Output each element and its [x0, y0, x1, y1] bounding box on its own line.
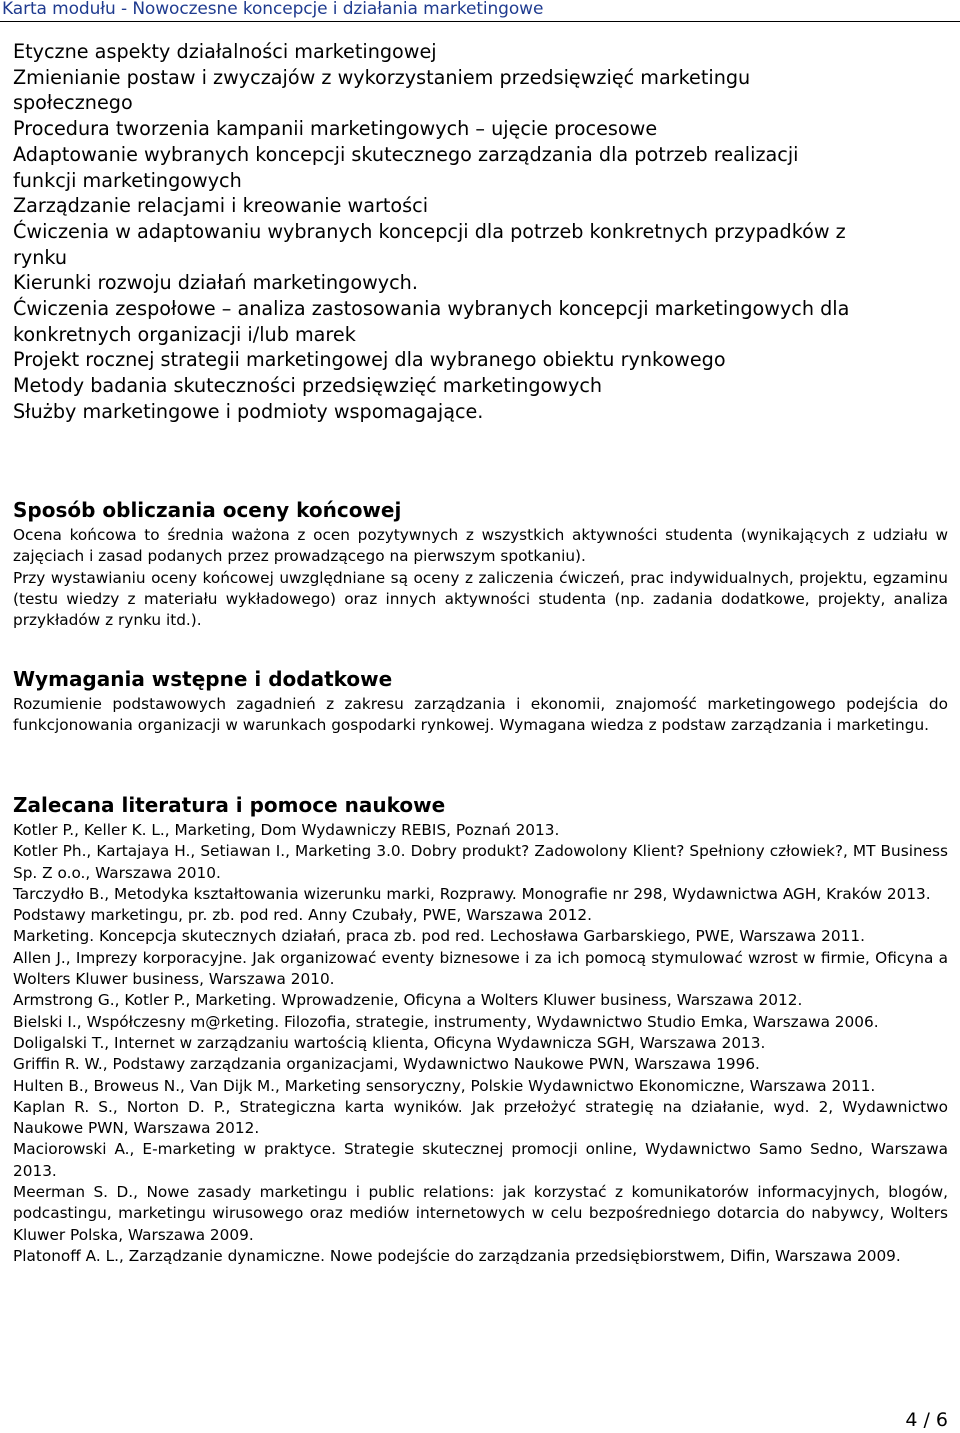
content-line: Metody badania skuteczności przedsięwzięć marketingowych — [13, 374, 603, 398]
content-line: Ćwiczenia w adaptowaniu wybranych koncepcji dla potrzeb konkretnych przypadków z — [13, 219, 846, 243]
content-line: funkcji marketingowych — [13, 168, 242, 192]
literature-entry: Tarczydło B., Metodyka kształtowania wizerunku marki, Rozprawy. Monografie nr 298, Wydawnictwa AGH, Kraków 2013. — [13, 884, 931, 903]
content-line: rynku — [13, 245, 68, 269]
literature-entry: Kotler Ph., Kartajaya H., Setiawan I., Marketing 3.0. Dobry produkt? Zadowolony Klient? Spełniony człowiek?, MT Business Sp. Z o.o., Warszawa 2010. — [13, 842, 948, 882]
content-line: Projekt rocznej strategii marketingowej dla wybranego obiektu rynkowego — [13, 348, 726, 372]
content-line: Procedura tworzenia kampanii marketingowych – ujęcie procesowe — [13, 117, 658, 141]
page-header — [0, 0, 960, 22]
module-content-list — [13, 39, 948, 425]
literature-entry: Kaplan R. S., Norton D. P., Strategiczna karta wyników. Jak przełożyć strategię na działanie, wyd. 2, Wydawnictwo Naukowe PWN, Warszawa 2012. — [13, 1097, 948, 1138]
literature-entry: Allen J., Imprezy korporacyjne. Jak organizować eventy biznesowe i za ich pomocą stymulować wzrost w firmie, Oficyna a Wolters Kluwer business, Warszawa 2010. — [13, 948, 948, 989]
literature-section — [13, 793, 948, 1267]
literature-entry: Platonoff A. L., Zarządzanie dynamiczne. Nowe podejście do zarządzania przedsiębiorstwem, Difin, Warszawa 2009. — [13, 1246, 901, 1265]
page-number: 4 / 6 — [905, 1409, 948, 1431]
literature-entry: Marketing. Koncepcja skutecznych działań, praca zb. pod red. Lechosława Garbarskiego, PWE, Warszawa 2011. — [13, 927, 865, 946]
requirements-section — [13, 667, 948, 737]
literature-entry: Maciorowski A., E-marketing w praktyce. Strategie skutecznej promocji online, Wydawnictwo Samo Sedno, Warszawa 2013. — [13, 1140, 948, 1180]
grading-paragraph: Przy wystawianiu oceny końcowej uwzględniane są oceny z zaliczenia ćwiczeń, prac indywidualnych, projektu, egzaminu (testu wiedzy z materiału wykładowego) oraz innych aktywności studenta (np. zadania dodatkowe, projekty, analiza przykładów z rynku itd.). — [13, 568, 948, 630]
content-line: Zarządzanie relacjami i kreowanie wartości — [13, 194, 429, 218]
content-line: Służby marketingowe i podmioty wspomagające. — [13, 399, 484, 423]
literature-entry: Hulten B., Broweus N., Van Dijk M., Marketing sensoryczny, Polskie Wydawnictwo Ekonomiczne, Warszawa 2011. — [13, 1076, 876, 1095]
literature-title: Zalecana literatura i pomoce naukowe — [13, 793, 446, 817]
literature-entry: Doligalski T., Internet w zarządzaniu wartością klienta, Oficyna Wydawnicza SGH, Warszawa 2013. — [13, 1033, 766, 1052]
grading-paragraph: Ocena końcowa to średnia ważona z ocen pozytywnych z wszystkich aktywności studenta (wynikających z udziału w zajęciach i zasad podanych przez prowadzącego na pierwszym spotkaniu). — [13, 526, 948, 566]
content-line: Zmienianie postaw i zwyczajów z wykorzystaniem przedsięwzięć marketingu — [13, 65, 751, 89]
requirements-text: Rozumienie podstawowych zagadnień z zakresu zarządzania i ekonomii, znajomość marketingowego podejścia do funkcjonowania organizacji w warunkach gospodarki rynkowej. Wymagana wiedza z podstaw zarządzania i marketingu. — [13, 695, 948, 735]
content-line: konkretnych organizacji i/lub marek — [13, 322, 356, 346]
literature-entry: Kotler P., Keller K. L., Marketing, Dom Wydawniczy REBIS, Poznań 2013. — [13, 821, 560, 839]
page-header-title: Karta modułu - Nowoczesne koncepcje i działania marketingowe — [2, 0, 544, 19]
literature-entry: Griffin R. W., Podstawy zarządzania organizacjami, Wydawnictwo Naukowe PWN, Warszawa 1996. — [13, 1055, 760, 1074]
requirements-title: Wymagania wstępne i dodatkowe — [13, 667, 393, 691]
content-line: społecznego — [13, 91, 133, 115]
content-line: Adaptowanie wybranych koncepcji skutecznego zarządzania dla potrzeb realizacji — [13, 142, 799, 166]
literature-entry: Podstawy marketingu, pr. zb. pod red. Anny Czubały, PWE, Warszawa 2012. — [13, 906, 592, 925]
literature-entry: Meerman S. D., Nowe zasady marketingu i public relations: jak korzystać z komunikatorów informacyjnych, blogów, podcastingu, marketingu wirusowego oraz mediów internetowych w celu bezpośredniego dotarcia do nabywcy, Wolters Kluwer Polska, Warszawa 2009. — [13, 1183, 948, 1244]
literature-entry: Armstrong G., Kotler P., Marketing. Wprowadzenie, Oficyna a Wolters Kluwer business, Warszawa 2012. — [13, 991, 803, 1010]
content-line: Kierunki rozwoju działań marketingowych. — [13, 271, 418, 295]
content-line: Ćwiczenia zespołowe – analiza zastosowania wybranych koncepcji marketingowych dla — [13, 297, 850, 321]
content-line: Etyczne aspekty działalności marketingowej — [13, 40, 437, 63]
grading-section — [13, 498, 948, 631]
grading-title: Sposób obliczania oceny końcowej — [13, 498, 402, 522]
literature-entry: Bielski I., Współczesny m@rketing. Filozofia, strategie, instrumenty, Wydawnictwo Studio Emka, Warszawa 2006. — [13, 1012, 879, 1031]
